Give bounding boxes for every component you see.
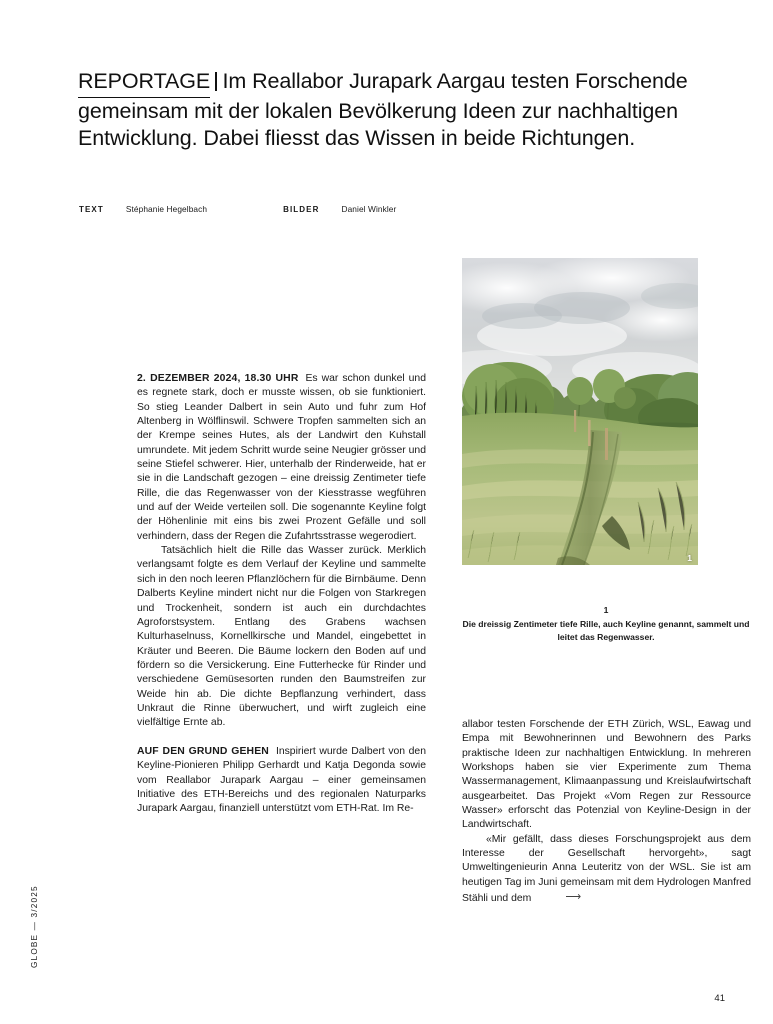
byline-images-label: BILDER <box>283 205 320 214</box>
paragraph-five <box>462 833 751 907</box>
body-column-left <box>137 372 426 817</box>
figure-caption <box>462 604 750 645</box>
byline <box>79 203 396 216</box>
kicker-divider <box>215 72 216 91</box>
body-column-right <box>462 718 751 906</box>
paragraph-opening <box>137 372 426 544</box>
dateline-runin: 2. DEZEMBER 2024, 18.30 UHR <box>137 373 299 384</box>
paragraph-five-text: «Mir gefällt, dass dieses Forschungsprojekt aus dem Interesse der Gesellschaft hervorgeht», sagt Umweltingenieurin Anna Leuteritz von der WSL. Sie ist am heutigen Tag im Juni gemeinsam mit dem Hydrologen Manfred Stähli und dem <box>462 833 751 905</box>
page-headline <box>78 68 698 153</box>
caption-text: Die dreissig Zentimeter tiefe Rille, auch Keyline genannt, sammelt und leitet das Regenwasser. <box>462 619 750 643</box>
paragraph-four: allabor testen Forschende der ETH Zürich, WSL, Eawag und Empa mit Bewohnerinnen und Bewohnern des Parks praktische Ideen zur nachhaltigen Entwicklung. In mehreren Workshops haben sie vier Experimente zum Thema Wassermanagement, Klimaanpassung und Kreislaufwirtschaft ausgearbeitet. Das Projekt «Vom Regen zur Ressource Wasser» erforscht das Potenzial von Keyline-Design in der Landwirtschaft. <box>462 719 751 831</box>
headline-text: Im Reallabor Jurapark Aargau testen Forschende gemeinsam mit der lokalen Bevölkerung Ideen zur nachhaltigen Entwicklung. Dabei fliesst das Wissen in beide Richtungen. <box>78 69 688 150</box>
paragraph-three <box>137 745 426 817</box>
paragraph-two: Tatsächlich hielt die Rille das Wasser zurück. Merklich verlangsamt folgte es dem Verlauf der Keyline und sammelte sich in den noch leeren Pflanzlöchern für die Birnbäume. Denn Dalberts Keyline mindert nicht nur die Folgen von Starkregen und Trockenheit, sondern ist auch ein durchdachtes Agroforstsystem. Entlang des Grabens wachsen Kulturhaselnuss, Kornellkirsche und Mandel, eingebettet in Kräuter und Beeren. Die Bäume lockern den Boden auf und fördern so die Versickerung. Eine Futterhecke für Rinder und verschiedene Gemüsesorten runden den Baumstreifen zur Weide hin ab. Die dichte Bepflanzung verhindert, dass Unkraut die Rinne überwuchert, und wirft zugleich eine vielfältige Ernte ab. <box>137 545 426 729</box>
keyline-meadow-photo <box>462 258 698 565</box>
byline-text-label: TEXT <box>79 205 104 214</box>
article-figure <box>462 258 698 565</box>
paragraph-three-text: Inspiriert wurde Dalbert von den Keyline-Pionieren Philipp Gerhardt und Katja Degonda sowie vom Reallabor Jurapark Aargau – einer gemeinsamen Initiative des ETH-Bereichs und des regionalen Naturparks Jurapark Aargau, finanziell unterstützt vom ETH-Rat. Im Re- <box>137 745 426 815</box>
continuation-arrow-icon: ⟶ <box>565 891 581 904</box>
paragraph-opening-text: Es war schon dunkel und es regnete stark, doch er musste wissen, ob sie funktioniert. So stieg Leander Dalbert in sein Auto und fuhr zum Hof Altenberg in Wölflinswil. Schwere Tropfen sammelten sich an der Krempe seines Hutes, als der Landwirt den Kuhstall umrundete. Mit jedem Schritt wurde seine Neugier grösser und seine Stiefel schwerer. Hier, unterhalb der Rinderweide, hat er sie in die Landschaft gezogen – eine dreissig Zentimeter tiefe Rille, die das Regenwasser von der Kiesstrasse wegführen und auf der Weide verteilen soll. Die sogenannte Keyline folgt der Höhenlinie mit eins bis zwei Prozent Gefälle und soll verhindern, dass der Regen die Zufahrtsstrasse wegerodiert. <box>137 373 426 542</box>
running-foot: GLOBE — 3/2025 <box>30 885 39 968</box>
headline-kicker: REPORTAGE <box>78 68 210 98</box>
byline-text-author: Stéphanie Hegelbach <box>125 204 208 214</box>
byline-images-author: Daniel Winkler <box>341 204 397 214</box>
figure-number-overlay: 1 <box>687 552 692 563</box>
caption-number: 1 <box>603 605 609 615</box>
page-number: 41 <box>714 993 725 1004</box>
subhead-runin: AUF DEN GRUND GEHEN <box>137 745 269 757</box>
